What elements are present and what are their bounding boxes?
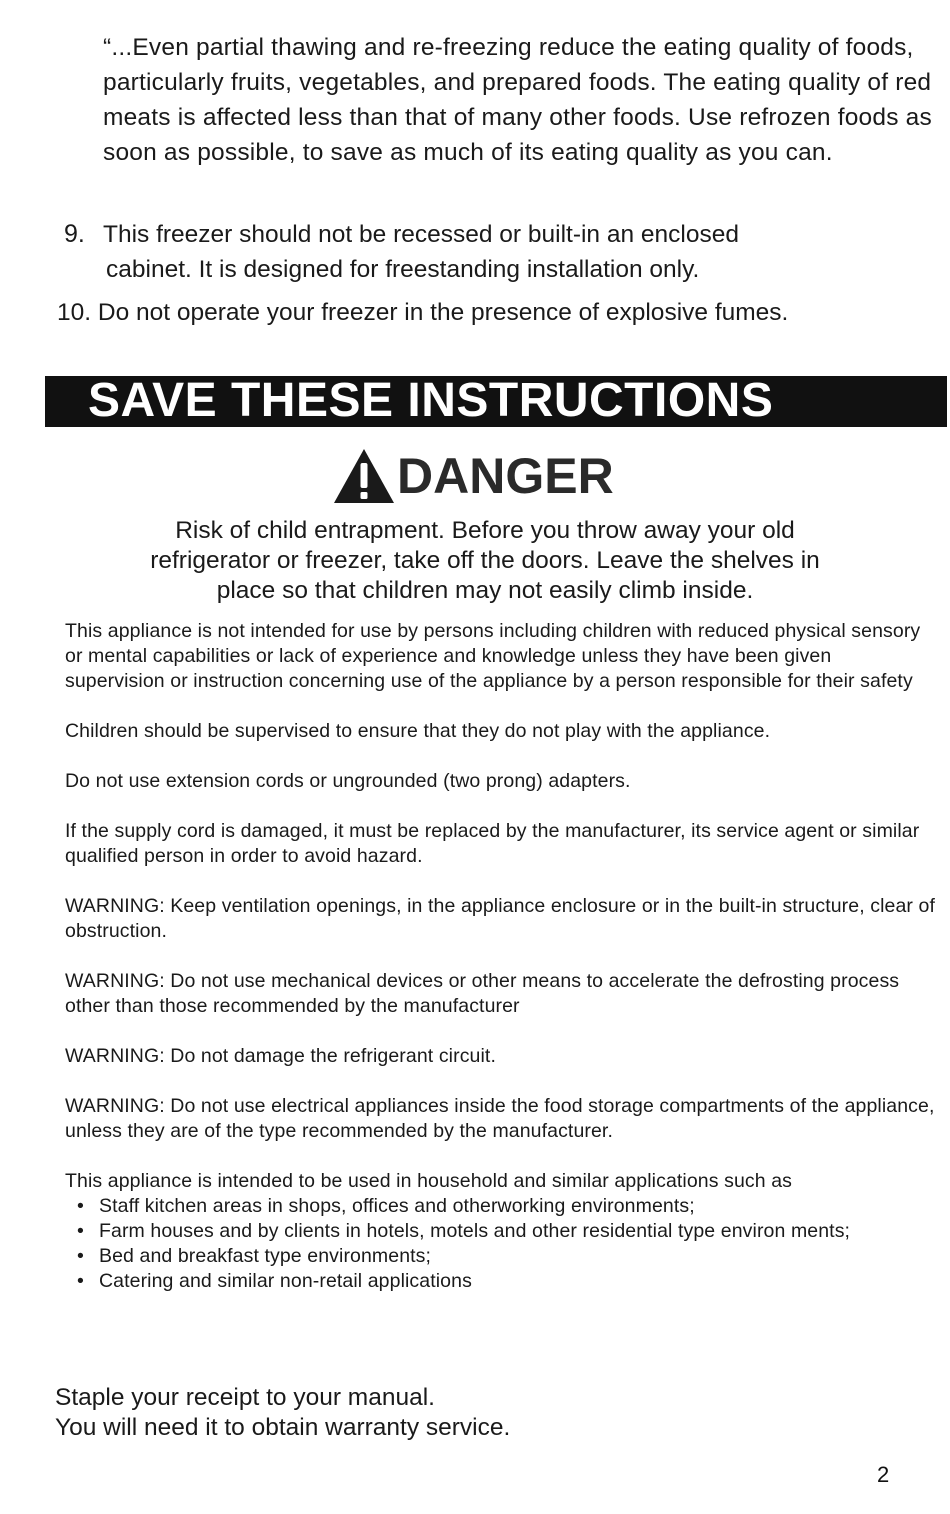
warning-refrigerant: WARNING: Do not damage the refrigerant circuit. [65, 1045, 496, 1067]
danger-message [60, 516, 910, 606]
item-number-10: 10. [57, 299, 92, 326]
usage-intro: This appliance is intended to be used in household and similar applications such as [65, 1170, 792, 1192]
note-supply-cord: If the supply cord is damaged, it must be replaced by the manufacturer, its service agent or similar qualified person in order to avoid hazard. [65, 820, 920, 867]
warning-triangle-icon [333, 448, 395, 504]
note-extension-cords: Do not use extension cords or ungrounded (two prong) adapters. [65, 770, 631, 792]
usage-list-item: • Catering and similar non-retail applications [77, 1269, 935, 1294]
item-10 [57, 295, 788, 330]
danger-title: DANGER [397, 448, 614, 504]
usage-list-item: • Bed and breakfast type environments; [77, 1244, 935, 1269]
danger-line: place so that children may not easily climb inside. [216, 577, 754, 604]
safety-notes [65, 619, 935, 1294]
item-9-text [103, 217, 903, 287]
usage-section [65, 1169, 935, 1294]
save-instructions-banner [45, 376, 947, 427]
usage-list-item: • Staff kitchen areas in shops, offices and otherworking environments; [77, 1194, 935, 1219]
receipt-line: Staple your receipt to your manual. [55, 1384, 435, 1411]
warning-defrosting: WARNING: Do not use mechanical devices or other means to accelerate the defrosting process other than those recommended by the manufacturer [65, 970, 900, 1017]
item-number-9: 9. [64, 220, 85, 248]
warning-electrical: WARNING: Do not use electrical appliances inside the food storage compartments of the appliance, unless they are of the type recommended by the manufacturer. [65, 1095, 935, 1142]
danger-heading [333, 446, 614, 506]
receipt-note [55, 1383, 510, 1443]
item-10-text: Do not operate your freezer in the presence of explosive fumes. [97, 299, 789, 326]
danger-line: refrigerator or freezer, take off the doors. Leave the shelves in [150, 547, 820, 574]
receipt-line: You will need it to obtain warranty service. [55, 1414, 511, 1441]
warning-ventilation: WARNING: Keep ventilation openings, in the appliance enclosure or in the built-in structure, clear of obstruction. [65, 895, 935, 942]
note-children: Children should be supervised to ensure that they do not play with the appliance. [65, 720, 771, 742]
item-9-line-1: This freezer should not be recessed or built-in an enclosed [103, 221, 739, 248]
danger-line: Risk of child entrapment. Before you throw away your old [175, 517, 795, 544]
usage-list [65, 1194, 935, 1294]
item-9-line-2: cabinet. It is designed for freestanding installation only. [106, 256, 700, 283]
usage-list-item: • Farm houses and by clients in hotels, motels and other residential type environ ments; [77, 1219, 935, 1244]
note-capabilities: This appliance is not intended for use by persons including children with reduced physical sensory or mental capabilities or lack of experience and knowledge unless they have been given supervision or instruction concerning use of the appliance by a person responsible for their safety [65, 620, 921, 692]
banner-title: SAVE THESE INSTRUCTIONS [88, 374, 774, 427]
quote-paragraph: “...Even partial thawing and re-freezing reduce the eating quality of foods, particularly fruits, vegetables, and prepared foods. The eating quality of red meats is affected less than that of many other foods. Use refrozen foods as soon as possible, to save as much of its eating quality as you can. [103, 34, 932, 166]
page-number: 2 [877, 1462, 890, 1487]
